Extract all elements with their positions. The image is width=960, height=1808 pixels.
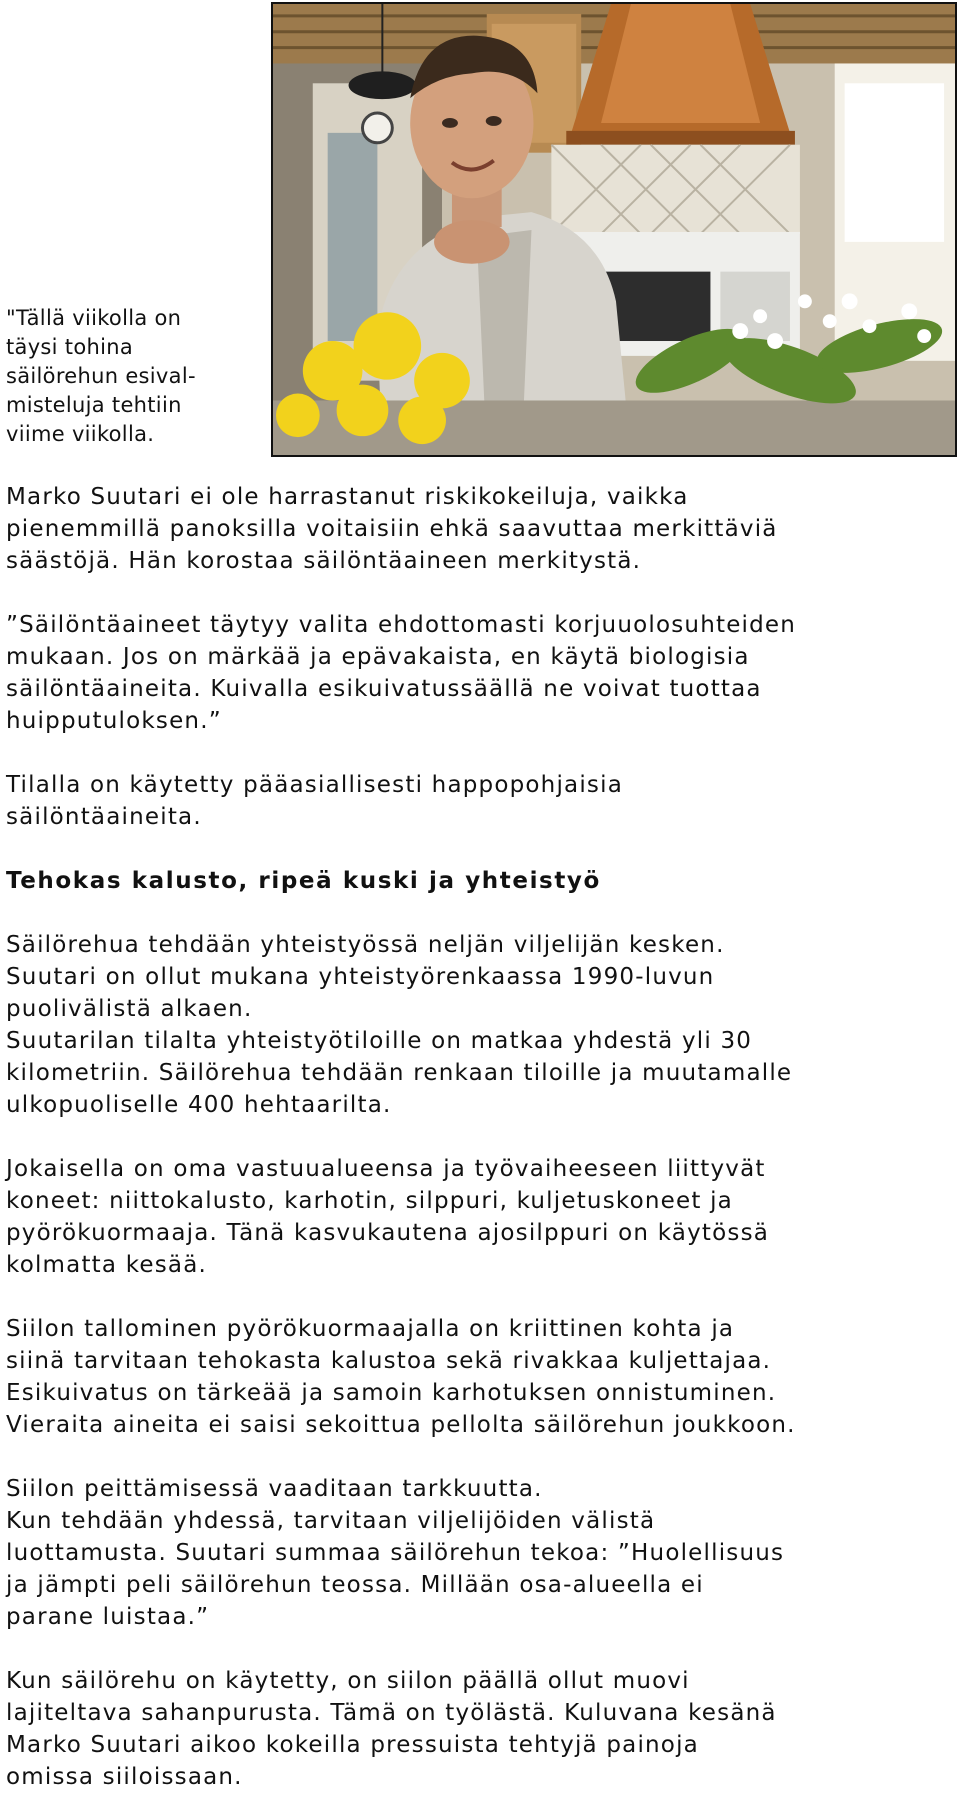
text-line: kolmatta kesää. xyxy=(6,1252,208,1278)
text-line: säilöntäaineita. Kuivalla esikuivatussäällä ne voivat tuottaa xyxy=(6,676,762,702)
text-line: kilometriin. Säilörehua tehdään renkaan tiloille ja muutamalle xyxy=(6,1060,793,1086)
text-line: Marko Suutari aikoo kokeilla pressuista tehtyjä painoja xyxy=(6,1732,699,1758)
photo-illustration xyxy=(273,4,955,455)
text-line: ulkopuoliselle 400 hehtaarilta. xyxy=(6,1092,392,1118)
text-line: pienemmillä panoksilla voitaisiin ehkä saavuttaa merkittäviä xyxy=(6,516,778,542)
paragraph xyxy=(6,769,956,833)
text-line: omissa siiloissaan. xyxy=(6,1764,243,1790)
paragraph xyxy=(6,1473,956,1633)
text-line: luottamusta. Suutari summaa säilörehun tekoa: ”Huolellisuus xyxy=(6,1540,785,1566)
section-heading: Tehokas kalusto, ripeä kuski ja yhteistyö xyxy=(6,868,601,894)
text-line: huipputuloksen.” xyxy=(6,708,222,734)
caption-line: säilörehun esival- xyxy=(6,364,196,388)
text-line: Suutari on ollut mukana yhteistyörenkaassa 1990-luvun xyxy=(6,964,715,990)
caption-line: "Tällä viikolla on xyxy=(6,306,182,330)
text-line: Kun tehdään yhdessä, tarvitaan viljelijöiden välistä xyxy=(6,1508,656,1534)
text-line: Suutarilan tilalta yhteistyötiloille on matkaa yhdestä yli 30 xyxy=(6,1028,753,1054)
text-line: Vieraita aineita ei saisi sekoittua pellolta säilörehun joukkoon. xyxy=(6,1412,796,1438)
text-line: Kun säilörehu on käytetty, on siilon päällä ollut muovi xyxy=(6,1668,690,1694)
paragraph xyxy=(6,1153,956,1281)
text-line: ja jämpti peli säilörehun teossa. Millään osa-alueella ei xyxy=(6,1572,704,1598)
caption-line: täysi tohina xyxy=(6,335,133,359)
text-line: pyörökuormaaja. Tänä kasvukautena ajosilppuri on käytössä xyxy=(6,1220,770,1246)
photo-caption xyxy=(6,304,268,449)
text-line: säästöjä. Hän korostaa säilöntäaineen merkitystä. xyxy=(6,548,642,574)
paragraph xyxy=(6,929,956,1121)
text-line: lajiteltava sahanpurusta. Tämä on työlästä. Kuluvana kesänä xyxy=(6,1700,777,1726)
text-line: koneet: niittokalusto, karhotin, silppuri, kuljetuskoneet ja xyxy=(6,1188,733,1214)
text-line: Jokaisella on oma vastuualueensa ja työvaiheeseen liittyvät xyxy=(6,1156,766,1182)
paragraph xyxy=(6,1665,956,1793)
paragraph xyxy=(6,1313,956,1441)
text-line: Tilalla on käytetty pääasiallisesti happopohjaisia xyxy=(6,772,623,798)
text-line: parane luistaa.” xyxy=(6,1604,210,1630)
paragraph xyxy=(6,609,956,737)
text-line: Siilon peittämisessä vaaditaan tarkkuutta. xyxy=(6,1476,543,1502)
portrait-kitchen-photo xyxy=(271,2,957,457)
text-line: ”Säilöntäaineet täytyy valita ehdottomasti korjuuolosuhteiden xyxy=(6,612,797,638)
text-line: Säilörehua tehdään yhteistyössä neljän viljelijän kesken. xyxy=(6,932,725,958)
text-line: Marko Suutari ei ole harrastanut riskikokeiluja, vaikka xyxy=(6,484,689,510)
text-line: säilöntäaineita. xyxy=(6,804,202,830)
text-line: mukaan. Jos on märkää ja epävakaista, en käytä biologisia xyxy=(6,644,750,670)
text-line: Esikuivatus on tärkeää ja samoin karhotuksen onnistuminen. xyxy=(6,1380,777,1406)
paragraph xyxy=(6,481,956,577)
article-body xyxy=(6,481,956,1793)
text-line: Siilon tallominen pyörökuormaajalla on kriittinen kohta ja xyxy=(6,1316,735,1342)
text-line: siinä tarvitaan tehokasta kalustoa sekä rivakkaa kuljettajaa. xyxy=(6,1348,772,1374)
caption-line: misteluja tehtiin xyxy=(6,393,182,417)
text-line: puolivälistä alkaen. xyxy=(6,996,253,1022)
caption-line: viime viikolla. xyxy=(6,422,155,446)
